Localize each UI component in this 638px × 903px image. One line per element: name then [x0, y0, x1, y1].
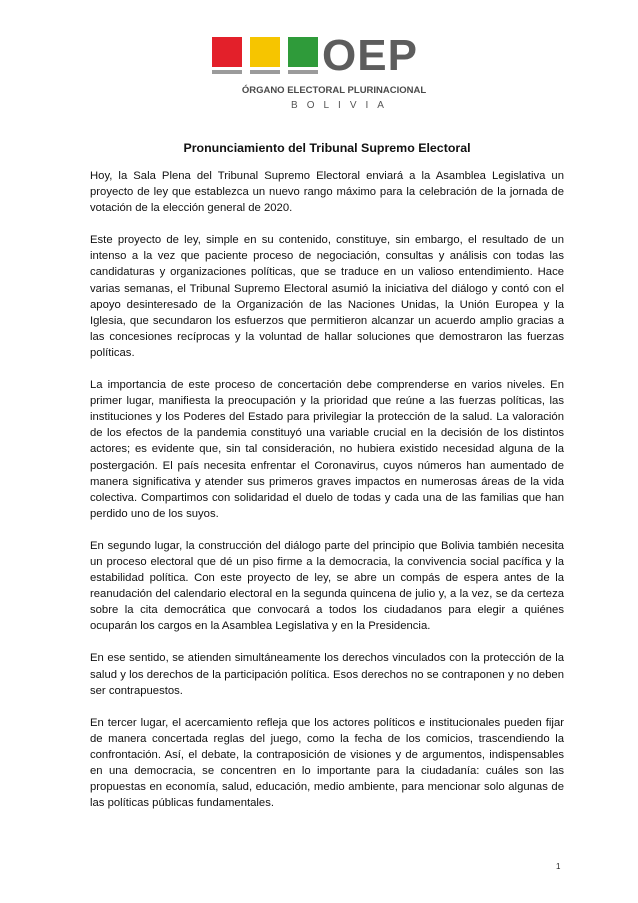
logo-country: BOLIVIA	[291, 100, 393, 111]
logo-gray-bar	[250, 70, 280, 74]
logo-yellow-square	[250, 37, 280, 67]
document-title: Pronunciamiento del Tribunal Supremo Electoral	[183, 141, 471, 155]
oep-logo	[212, 31, 444, 117]
page-number: 1	[556, 862, 561, 871]
logo-gray-bar	[212, 70, 242, 74]
logo-institution-name: ÓRGANO ELECTORAL PLURINACIONAL	[241, 85, 427, 96]
logo-gray-bar	[288, 70, 318, 74]
logo-brand: OEP	[322, 31, 418, 80]
logo-red-square	[212, 37, 242, 67]
paragraph: En ese sentido, se atienden simultáneamente los derechos vinculados con la protección de la salud y los derechos de la participación política. Esos derechos no se contraponen y no deben ser contrapuestos.	[90, 652, 564, 697]
paragraph: En tercer lugar, el acercamiento refleja que los actores políticos e institucionales pueden fijar de manera concertada reglas del juego, como la fecha de los comicios, trascendiendo la confrontación. Así, el debate, la contraposición de visiones y de argumentos, indispensables en una democracia, se concentren en lo importante para la ciudadanía: cuáles son las propuestas en economía, salud, educación, medio ambiente, para mencionar solo algunas de las políticas públicas fundamentales.	[90, 716, 564, 810]
paragraph: Este proyecto de ley, simple en su contenido, constituye, sin embargo, el resultado de un intenso a la vez que paciente proceso de negociación, consultas y análisis con todas las candidaturas y organizaciones políticas, que se traduce en un valioso entendimiento. Hace varias semanas, el Tribunal Supremo Electoral asumió la iniciativa del diálogo y contó con el apoyo desinteresado de la Organización de las Naciones Unidas, la Unión Europea y la Iglesia, que secundaron los esfuerzos que permitieron alcanzar un acuerdo amplio gracias a las concesiones recíprocas y la voluntad de hallar soluciones que demostraron las fuerzas políticas.	[90, 234, 564, 359]
document-body	[90, 168, 564, 827]
logo-green-square	[288, 37, 318, 67]
paragraph: La importancia de este proceso de concertación debe comprenderse en varios niveles. En primer lugar, manifiesta la preocupación y la prioridad que reúne a las fuerzas políticas, las instituciones y los Poderes del Estado para privilegiar la protección de la salud. La valoración de los efectos de la pandemia constituyó una variable crucial en la decisión de los distintos actores; es evidente que, sin tal consideración, no hubiera existido necesidad alguna de la postergación. El país necesita enfrentar el Coronavirus, cuyos números han aumentado de manera significativa y atender sus primeros graves impactos en numerosas áreas de la vida colectiva. Compartimos con solidaridad el duelo de todas y cada una de las familias que han perdido uno de los suyos.	[90, 379, 564, 520]
paragraph: Hoy, la Sala Plena del Tribunal Supremo Electoral enviará a la Asamblea Legislativa un proyecto de ley que establezca un nuevo rango máximo para la celebración de la jornada de votación de la elección general de 2020.	[90, 170, 564, 215]
paragraph: En segundo lugar, la construcción del diálogo parte del principio que Bolivia también necesita un proceso electoral que dé un piso firme a la democracia, la convivencia social pacífica y la estabilidad política. Con este proyecto de ley, se abre un compás de espera antes de la reanudación del calendario electoral en la segunda quincena de julio y, a la vez, se da certeza sobre la cita democrática que convocará a todos los ciudadanos para elegir a quiénes ocuparán los cargos en la Asamblea Legislativa y en la Presidencia.	[90, 539, 564, 633]
